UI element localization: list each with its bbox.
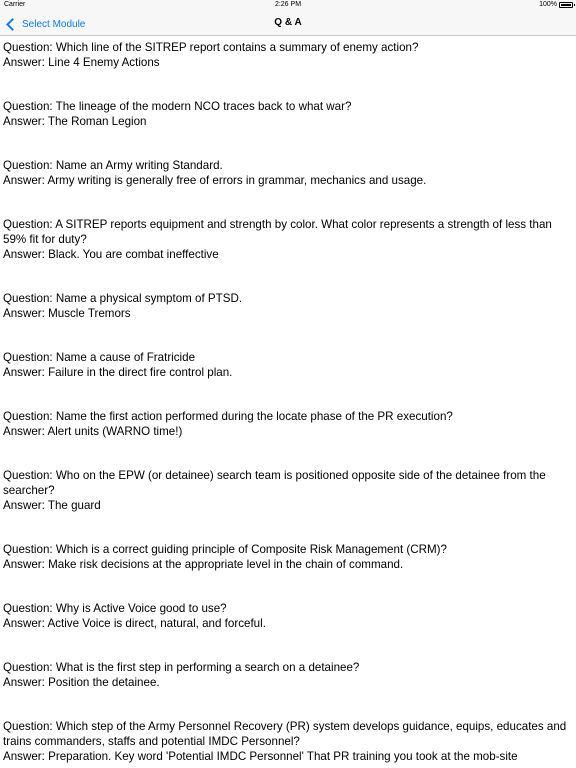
qa-item	[3, 660, 573, 690]
battery-icon	[559, 2, 573, 8]
answer-text: Answer: Line 4 Enemy Actions	[3, 56, 160, 69]
answer-text: Answer: Failure in the direct fire control plan.	[3, 366, 233, 379]
answer-text: Answer: Army writing is generally free of errors in grammar, mechanics and usage.	[3, 174, 427, 187]
question-text: Question: What is the first step in performing a search on a detainee?	[3, 661, 360, 674]
answer-text: Answer: Black. You are combat ineffective	[3, 248, 219, 261]
answer-text: Answer: The guard	[3, 499, 101, 512]
qa-item	[3, 99, 573, 129]
qa-item	[3, 350, 573, 380]
qa-item	[3, 40, 573, 70]
carrier-label: Carrier	[4, 1, 26, 8]
question-text: Question: Which line of the SITREP report contains a summary of enemy action?	[3, 41, 419, 54]
answer-text: Answer: Alert units (WARNO time!)	[3, 425, 183, 438]
status-time: 2:26 PM	[274, 1, 302, 8]
question-text: Question: A SITREP reports equipment and strength by color. What color represents a strength of less than 59% fit for duty?	[3, 218, 552, 246]
qa-item	[3, 542, 573, 572]
question-text: Question: Which step of the Army Personnel Recovery (PR) system develops guidance, equips, educates and trains commanders, staffs and potential IMDC Personnel?	[3, 720, 567, 748]
battery-indicator	[539, 1, 573, 8]
question-text: Question: Name the first action performed during the locate phase of the PR execution?	[3, 410, 453, 423]
navigation-bar	[0, 12, 576, 36]
qa-list[interactable]	[0, 36, 576, 768]
question-text: Question: Name a cause of Fratricide	[3, 351, 196, 364]
question-text: Question: Why is Active Voice good to use?	[3, 602, 227, 615]
qa-item	[3, 468, 573, 513]
qa-item	[3, 409, 573, 439]
qa-item	[3, 158, 573, 188]
question-text: Question: Name an Army writing Standard.	[3, 159, 223, 172]
answer-text: Answer: Muscle Tremors	[3, 307, 131, 320]
answer-text: Answer: Active Voice is direct, natural, and forceful.	[3, 617, 266, 630]
status-bar	[0, 0, 576, 12]
answer-text: Answer: Preparation. Key word 'Potential IMDC Personnel' That PR training you took at the mob-site	[3, 750, 518, 763]
answer-text: Answer: Position the detainee.	[3, 676, 160, 689]
question-text: Question: Who on the EPW (or detainee) search team is positioned opposite side of the detainee from the searcher?	[3, 469, 546, 497]
question-text: Question: The lineage of the modern NCO traces back to what war?	[3, 100, 352, 113]
question-text: Question: Name a physical symptom of PTSD.	[3, 292, 243, 305]
qa-item	[3, 601, 573, 631]
answer-text: Answer: Make risk decisions at the appropriate level in the chain of command.	[3, 558, 404, 571]
page-title: Q & A	[274, 17, 302, 28]
answer-text: Answer: The Roman Legion	[3, 115, 147, 128]
qa-item	[3, 291, 573, 321]
qa-item	[3, 719, 573, 764]
battery-percent: 100%	[539, 1, 557, 8]
question-text: Question: Which is a correct guiding principle of Composite Risk Management (CRM)?	[3, 543, 447, 556]
back-button-label: Select Module	[22, 18, 86, 30]
qa-item	[3, 217, 573, 262]
